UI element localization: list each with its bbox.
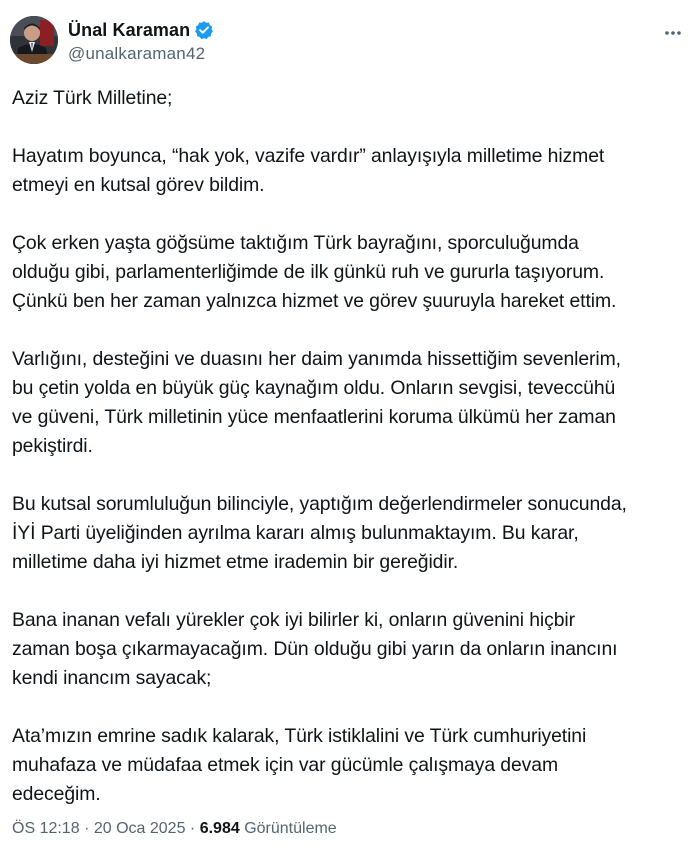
tweet-paragraph: Bu kutsal sorumluluğun bilinciyle, yaptığım değerlendirmeler sonucunda, İYİ Parti üyeliğinden ayrılma kararı almış bulunmaktayım. Bu karar, milletime daha iyi hizmet etme irademin bir gereğidir.	[12, 493, 627, 573]
more-options-icon[interactable]	[662, 22, 684, 44]
views-label: Görüntüleme	[244, 820, 337, 837]
tweet-paragraph: Ata’mızın emrine sadık kalarak, Türk istiklalini ve Türk cumhuriyetini muhafaza ve müdafaa etmek için var gücümle çalışmaya devam edeceğim.	[12, 725, 587, 805]
tweet-paragraph: Varlığını, desteğini ve duasını her daim yanımda hissettiğim sevenlerim, bu çetin yolda en büyük güç kaynağım oldu. Onların sevgisi, teveccühü ve güveni, Türk milletinin yüce menfaatlerini koruma ülkümü her zaman pekiştirdi.	[12, 348, 621, 457]
tweet-paragraph: Çok erken yaşta göğsüme taktığım Türk bayrağını, sporculuğumda olduğu gibi, parlamenterliğimde de ilk günkü ruh ve gururla taşıyorum. Çünkü ben her zaman yalnızca hizmet ve görev şuuruyla hareket ettim.	[12, 232, 617, 312]
tweet-paragraph: Aziz Türk Milletine;	[12, 87, 173, 109]
tweet-text	[12, 84, 692, 838]
tweet-header	[10, 12, 690, 72]
meta-separator: ·	[84, 820, 90, 837]
display-name[interactable]: Ünal Karaman	[68, 19, 191, 40]
tweet-metadata	[12, 820, 337, 838]
views-count: 6.984	[199, 820, 240, 837]
author-names	[68, 19, 214, 64]
avatar-image	[10, 16, 58, 64]
meta-separator: ·	[189, 820, 196, 837]
avatar[interactable]	[10, 16, 58, 64]
tweet-date[interactable]: 20 Oca 2025	[93, 820, 186, 837]
tweet-paragraph: Bana inanan vefalı yürekler çok iyi bilirler ki, onların güvenini hiçbir zaman boşa çıkarmayacağım. Dün olduğu gibi yarın da onların inancını kendi inancım sayacak;	[12, 609, 618, 689]
handle[interactable]: @unalkaraman42	[68, 44, 206, 63]
verified-badge-icon	[194, 20, 214, 40]
display-name-row	[68, 19, 214, 41]
tweet-paragraph: Hayatım boyunca, “hak yok, vazife vardır” anlayışıyla milletime hizmet etmeyi en kutsal görev bildim.	[12, 145, 605, 196]
tweet-time[interactable]: ÖS 12:18	[12, 820, 80, 837]
